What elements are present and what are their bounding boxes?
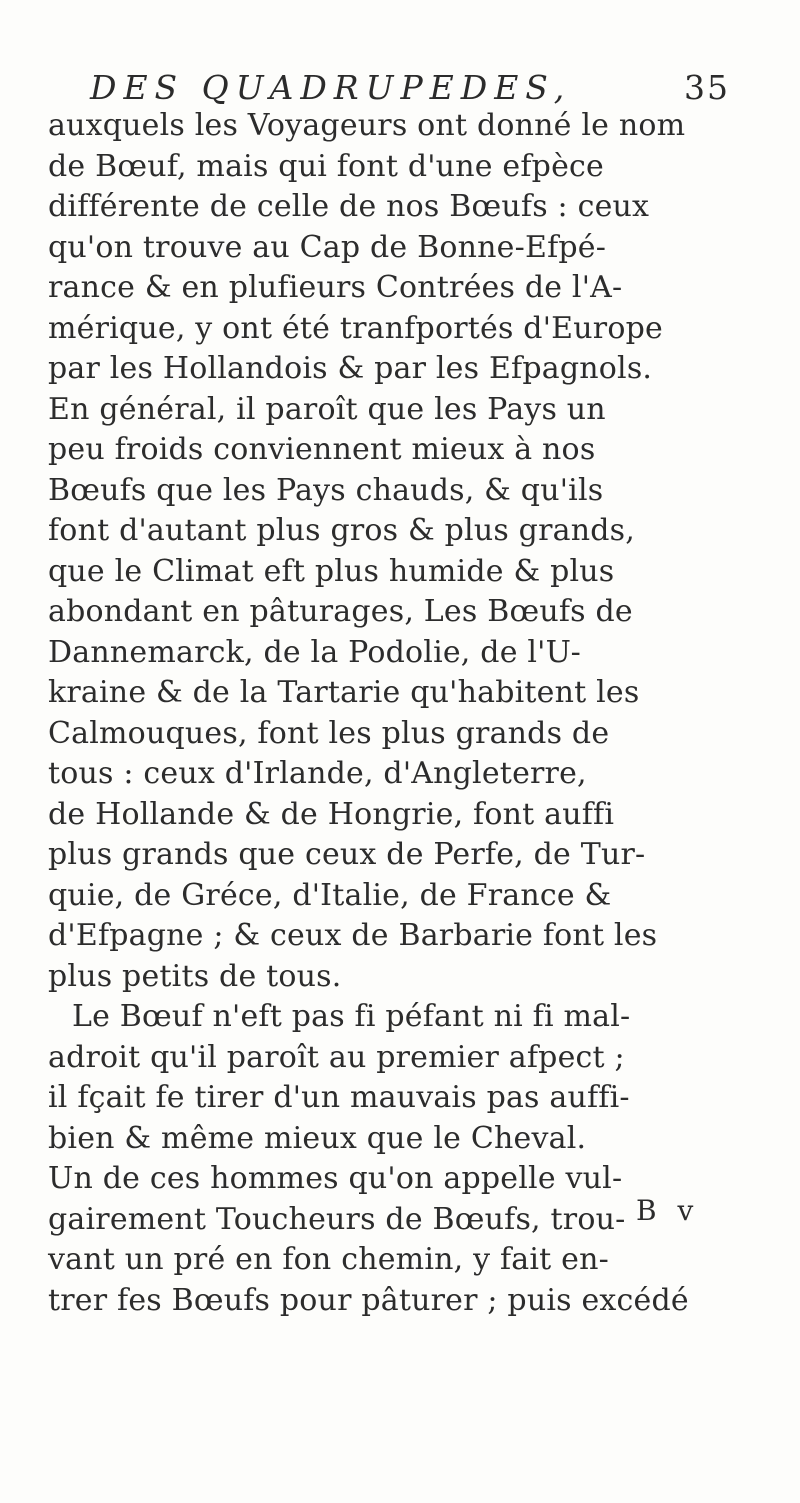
text-line: que le Climat eft plus humide & plus: [48, 553, 615, 589]
text-line: auxquels les Voyageurs ont donné le nom: [48, 108, 686, 143]
text-line: rance & en plufieurs Contrées de l'A-: [48, 270, 623, 305]
text-line: vant un pré en fon chemin, y fait en-: [48, 1242, 609, 1277]
body-text: [48, 106, 748, 1321]
text-line: il fçait fe tirer d'un mauvais pas auffi-: [48, 1080, 630, 1115]
text-line: font d'autant plus gros & plus grands,: [48, 513, 635, 548]
text-line: de Hollande & de Hongrie, font auffi: [48, 796, 615, 832]
paragraph-start-line: Le Bœuf n'eft pas fi péfant ni fi mal-: [72, 999, 631, 1034]
text-line: quie, de Gréce, d'Italie, de France &: [48, 877, 612, 913]
text-line: gairement Toucheurs de Bœufs, trou-: [48, 1201, 626, 1237]
text-line: kraine & de la Tartarie qu'habitent les: [48, 675, 640, 710]
text-line: d'Efpagne ; & ceux de Barbarie font les: [48, 918, 658, 953]
text-line: mérique, y ont été tranfportés d'Europe: [48, 310, 663, 346]
text-line: peu froids conviennent mieux à nos: [48, 432, 596, 467]
text-line: bien & même mieux que le Cheval.: [48, 1120, 587, 1156]
text-line: abondant en pâturages, Les Bœufs de: [48, 594, 633, 629]
text-line: plus grands que ceux de Perfe, de Tur-: [48, 837, 646, 872]
page-number: 35: [684, 68, 730, 107]
text-line: Un de ces hommes qu'on appelle vul-: [48, 1161, 623, 1196]
signature-mark: B v: [636, 1194, 700, 1227]
running-head-title: DES QUADRUPEDES,: [90, 68, 572, 107]
text-line: différente de celle de nos Bœufs : ceux: [48, 189, 650, 224]
text-line: Calmouques, font les plus grands de: [48, 715, 610, 751]
text-line: par les Hollandois & par les Efpagnols.: [48, 351, 653, 386]
text-line: tous : ceux d'Irlande, d'Angleterre,: [48, 756, 587, 791]
text-line: trer fes Bœufs pour pâturer ; puis excédé: [48, 1282, 689, 1318]
text-line: Bœufs que les Pays chauds, & qu'ils: [48, 472, 604, 508]
text-line: qu'on trouve au Cap de Bonne-Efpé-: [48, 229, 607, 265]
text-line: adroit qu'il paroît au premier afpect ;: [48, 1039, 625, 1075]
text-line: plus petits de tous.: [48, 958, 342, 994]
text-line: de Bœuf, mais qui font d'une efpèce: [48, 148, 604, 184]
text-line: Dannemarck, de la Podolie, de l'U-: [48, 634, 581, 670]
text-line: En général, il paroît que les Pays un: [48, 391, 606, 427]
